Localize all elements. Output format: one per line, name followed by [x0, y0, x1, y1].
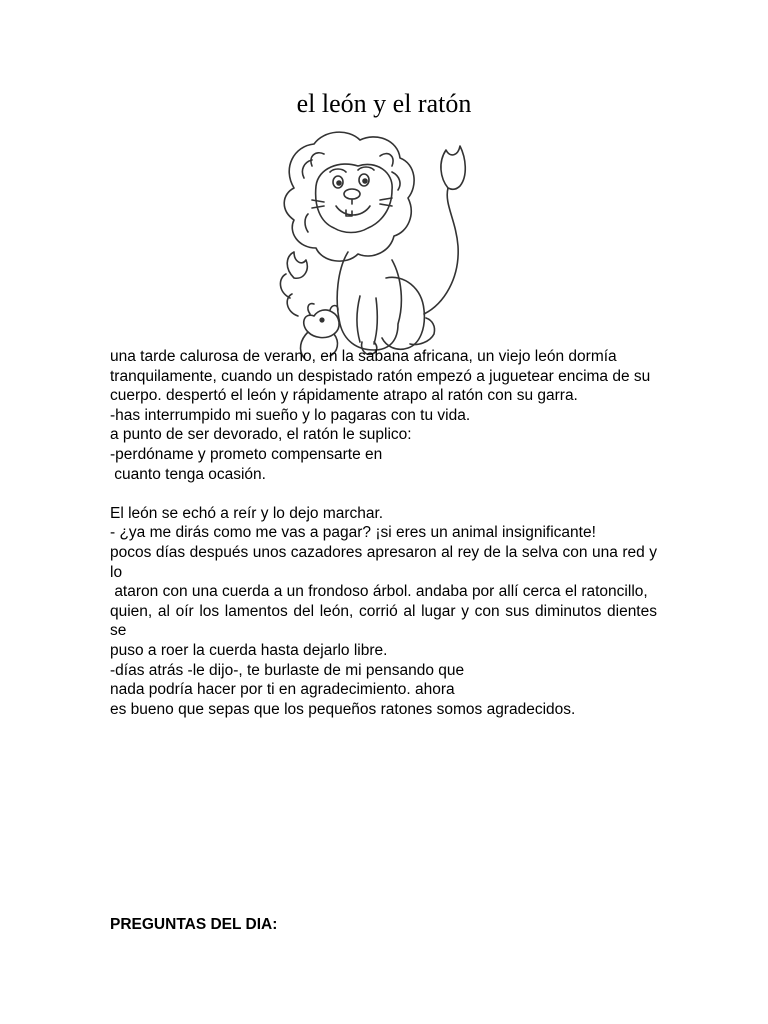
story-line: pocos días después unos cazadores apresaron al rey de la selva con una red y lo — [110, 543, 657, 581]
story-line: es bueno que sepas que los pequeños ratones somos agradecidos. — [110, 700, 576, 718]
story-line: cuerpo. despertó el león y rápidamente atrapo al ratón con su garra. — [110, 387, 578, 405]
story-line: cuanto tenga ocasión. — [110, 465, 266, 483]
story-line: - ¿ya me dirás como me vas a pagar? ¡si eres un animal insignificante! — [110, 524, 596, 542]
story-line: nada podría hacer por ti en agradecimiento. ahora — [110, 681, 455, 699]
story-line: El león se echó a reír y lo dejo marchar. — [110, 504, 384, 522]
page-title: el león y el ratón — [296, 89, 472, 118]
story-line: tranquilamente, cuando un despistado ratón empezó a juguetear encima de su — [110, 367, 651, 385]
story-line: a punto de ser devorado, el ratón le suplico: — [110, 426, 412, 444]
story-line: puso a roer la cuerda hasta dejarlo libre. — [110, 641, 388, 659]
story-line: ataron con una cuerda a un frondoso árbol. andaba por allí cerca el ratoncillo, — [110, 583, 648, 601]
story-text — [110, 347, 657, 719]
story-line: -perdóname y prometo compensarte en — [110, 445, 383, 463]
story-line: -días atrás -le dijo-, te burlaste de mi pensando que — [110, 661, 465, 679]
paragraph-gap — [110, 484, 657, 504]
lion-and-mouse-illustration — [264, 128, 484, 364]
questions-heading: PREGUNTAS DEL DIA: — [110, 916, 278, 933]
story-line: una tarde calurosa de verano, en la sabana africana, un viejo león dormía — [110, 348, 617, 365]
story-line: quien, al oír los lamentos del león, corrió al lugar y con sus diminutos dientes se — [110, 602, 657, 640]
story-line: -has interrumpido mi sueño y lo pagaras con tu vida. — [110, 406, 471, 424]
